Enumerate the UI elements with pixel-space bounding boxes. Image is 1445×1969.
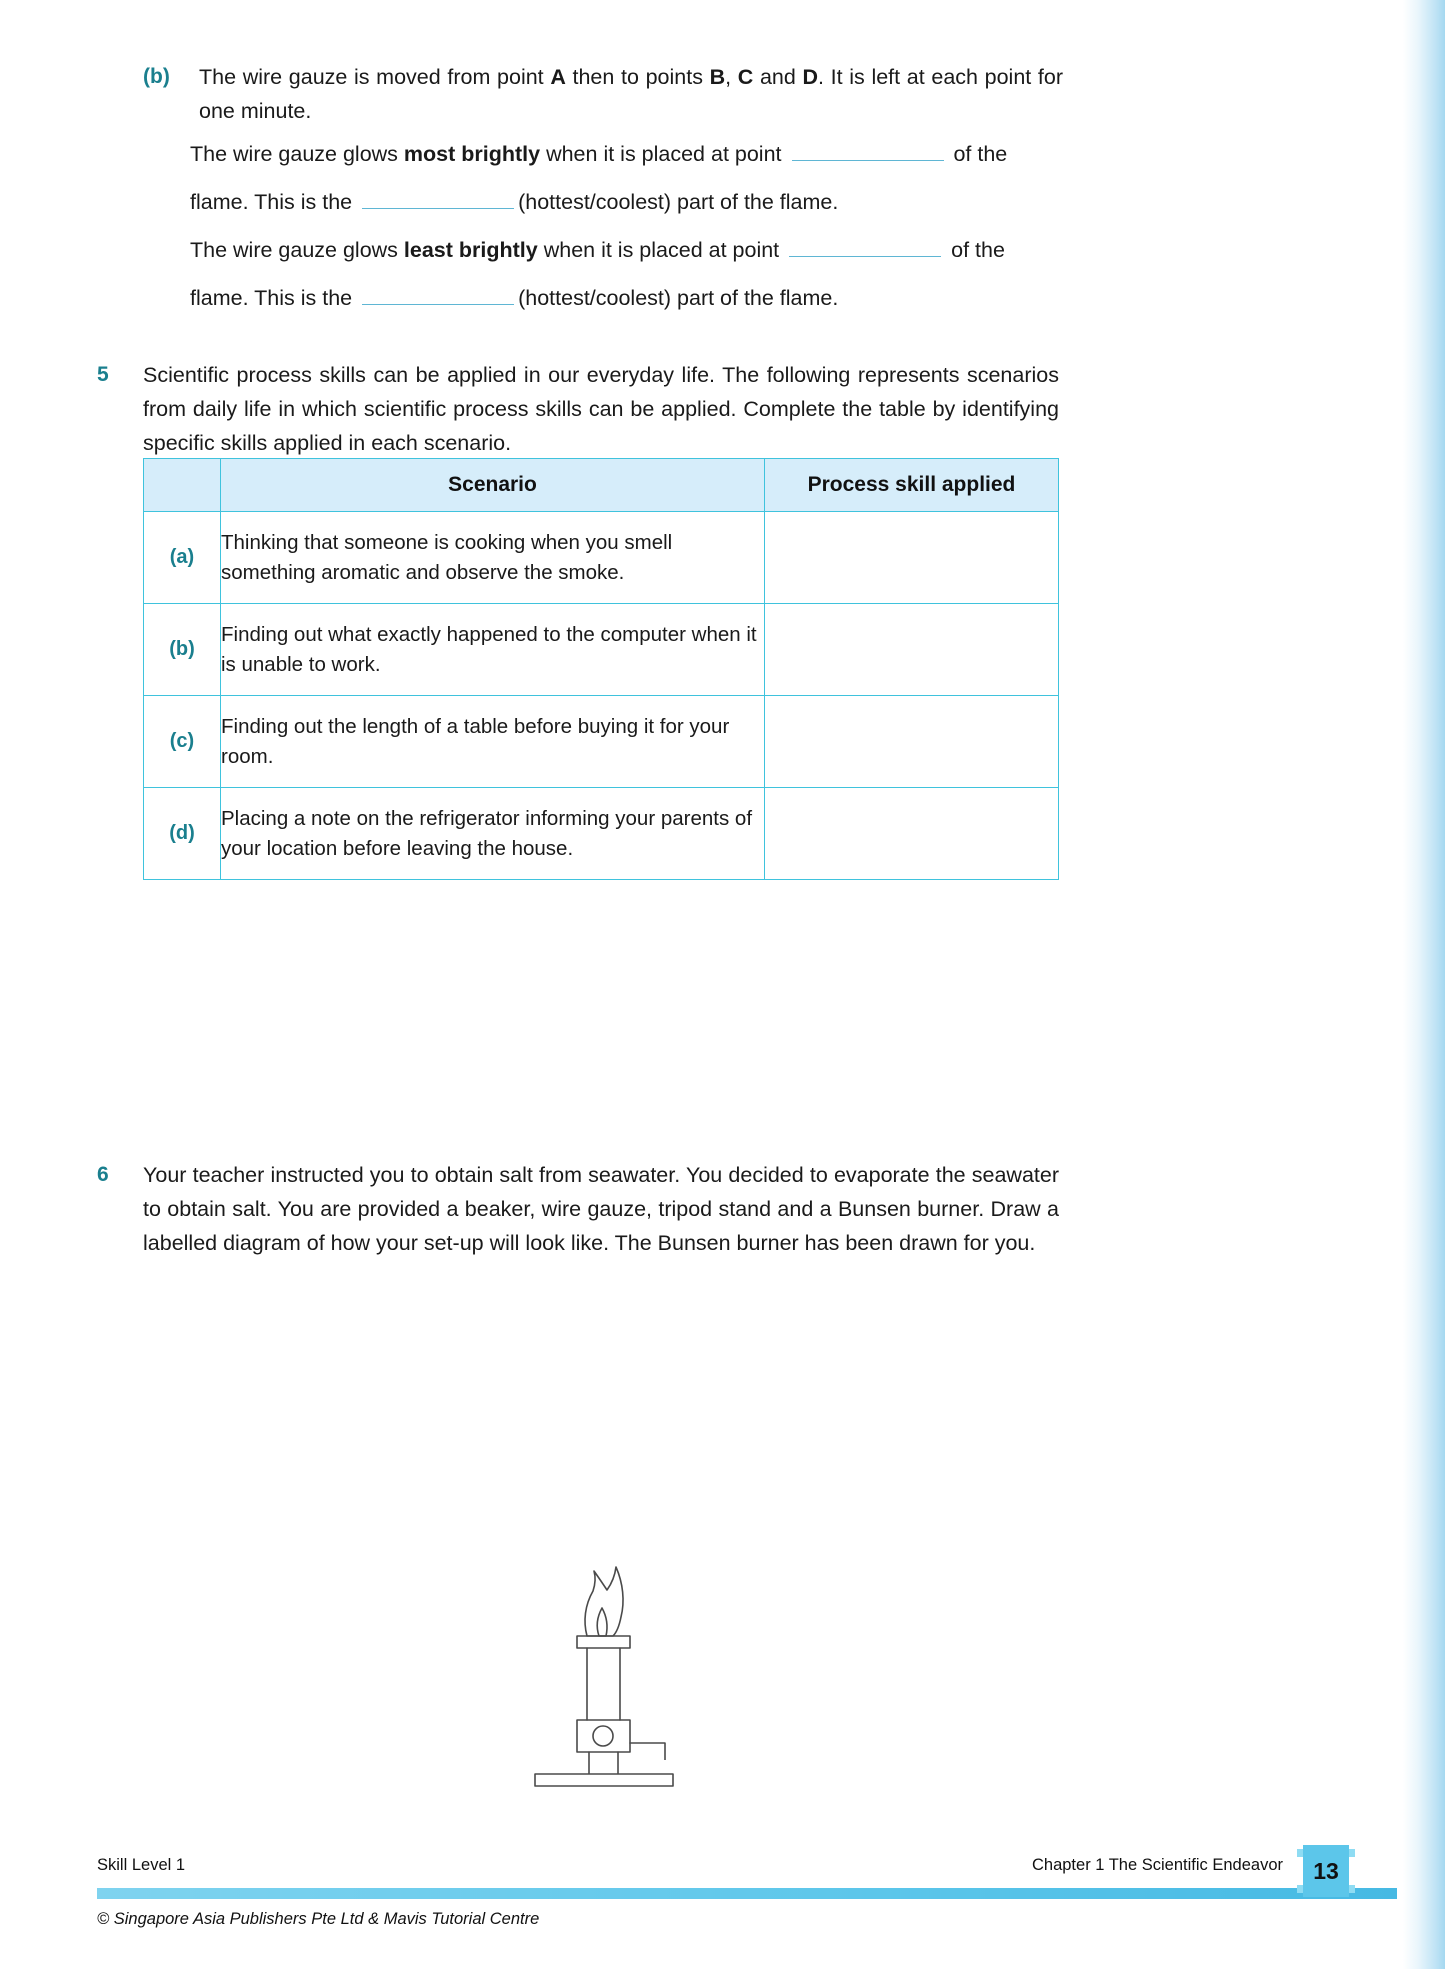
q4b-s1-part-5: (hottest/coolest) part of the flame. <box>518 190 839 214</box>
bunsen-burner-diagram <box>515 1545 715 1760</box>
answer-blank-point-least[interactable] <box>789 233 941 257</box>
row-scenario-a: Thinking that someone is cooking when you smell something aromatic and observe the smoke. <box>221 512 765 604</box>
row-index-b: (b) <box>144 604 221 696</box>
table-row <box>144 512 1059 604</box>
q4b-s1-part-1: The wire gauze glows <box>190 142 404 166</box>
answer-blank-point-most[interactable] <box>792 137 944 161</box>
answer-blank-temp-least[interactable] <box>362 281 514 305</box>
q4b-point-c: C <box>737 65 754 89</box>
burner-gas-inlet <box>630 1743 665 1760</box>
question-5-text: Scientific process skills can be applied in our everyday life. The following represents scenarios from daily life in which scientific process skills can be applied. Complete the table by identifying specific skills applied in each scenario. <box>143 363 1059 455</box>
table-row <box>144 788 1059 880</box>
q4b-intro-part-3: , <box>725 65 738 89</box>
bunsen-burner-base <box>515 1760 715 1800</box>
q4b-s2-part-2: when it is placed at point <box>537 238 786 262</box>
burner-air-hole-block <box>577 1720 630 1752</box>
q4b-point-a: A <box>550 65 566 89</box>
page-number-badge <box>1297 1841 1355 1901</box>
base-plate <box>535 1774 673 1786</box>
scenario-table-wrap <box>143 458 1055 880</box>
q4b-s1-part-3: of the <box>947 142 1008 166</box>
table-header-scenario: Scenario <box>221 459 765 512</box>
bunsen-burner-base-svg <box>515 1760 715 1800</box>
burner-air-hole <box>593 1726 613 1746</box>
footer-chapter: Chapter 1 The Scientific Endeavor <box>1031 1856 1283 1874</box>
row-answer-c[interactable] <box>765 696 1059 788</box>
q4b-s2-part-1: The wire gauze glows <box>190 238 404 262</box>
q4b-s2-emphasis: least brightly <box>403 238 538 262</box>
question-6-text: Your teacher instructed you to obtain salt from seawater. You decided to evaporate the seawater to obtain salt. You are provided a beaker, wire gauze, tripod stand and a Bunsen burner. Draw a labelled diagram of how your set-up will look like. The Bunsen burner has been drawn for you. <box>143 1163 1059 1255</box>
q4b-intro-part-4: and <box>753 65 803 89</box>
flame-inner-cone-icon <box>597 1608 607 1636</box>
table-row <box>144 696 1059 788</box>
row-index-d: (d) <box>144 788 221 880</box>
flame-outer-icon <box>585 1567 623 1636</box>
burner-collar <box>577 1636 630 1648</box>
table-row <box>144 604 1059 696</box>
q4b-s1-emphasis: most brightly <box>403 142 541 166</box>
q4b-s2-part-5: (hottest/coolest) part of the flame. <box>518 286 839 310</box>
question-4b-statement-1 <box>190 130 1060 178</box>
row-index-c: (c) <box>144 696 221 788</box>
page-edge-gradient <box>1403 0 1445 1969</box>
question-4b-block <box>143 60 1063 128</box>
question-4b-label: (b) <box>143 65 170 88</box>
question-6-block <box>97 1158 1059 1260</box>
q4b-point-d: D <box>802 65 819 89</box>
answer-blank-temp-most[interactable] <box>362 185 514 209</box>
bunsen-burner-svg <box>515 1545 715 1760</box>
question-6-number: 6 <box>97 1163 109 1186</box>
row-scenario-b: Finding out what exactly happened to the computer when it is unable to work. <box>221 604 765 696</box>
copyright-notice: © Singapore Asia Publishers Pte Ltd & Mavis Tutorial Centre <box>97 1910 540 1928</box>
q4b-s1-part-2: when it is placed at point <box>540 142 788 166</box>
scenario-table <box>143 458 1059 880</box>
q4b-intro-part-5: . It is left at each point for one minute. <box>199 65 1063 123</box>
q4b-s2-part-4: flame. This is the <box>190 286 359 310</box>
question-5-number: 5 <box>97 363 109 386</box>
footer-skill-level: Skill Level 1 <box>97 1856 186 1874</box>
table-header-row <box>144 459 1059 512</box>
row-answer-b[interactable] <box>765 604 1059 696</box>
q4b-s1-part-4: flame. This is the <box>190 190 359 214</box>
question-5-block <box>97 358 1059 460</box>
row-answer-a[interactable] <box>765 512 1059 604</box>
q4b-point-b: B <box>709 65 726 89</box>
row-scenario-d: Placing a note on the refrigerator informing your parents of your location before leaving the house. <box>221 788 765 880</box>
q4b-intro-part-2: then to points <box>565 65 710 89</box>
question-4b-intro <box>199 60 1063 128</box>
question-4b-statement-1-line2 <box>190 178 1060 226</box>
q4b-s2-part-3: of the <box>945 238 1005 262</box>
q4b-intro-part-1: The wire gauze is moved from point <box>199 65 551 89</box>
row-index-a: (a) <box>144 512 221 604</box>
footer-divider <box>97 1888 1397 1899</box>
table-header-index <box>144 459 221 512</box>
page-number: 13 <box>1313 1857 1339 1884</box>
question-4b-statement-2-line2 <box>190 274 1060 322</box>
question-4b-statement-2 <box>190 226 1060 274</box>
row-answer-d[interactable] <box>765 788 1059 880</box>
table-header-process-skill: Process skill applied <box>765 459 1059 512</box>
row-scenario-c: Finding out the length of a table before buying it for your room. <box>221 696 765 788</box>
